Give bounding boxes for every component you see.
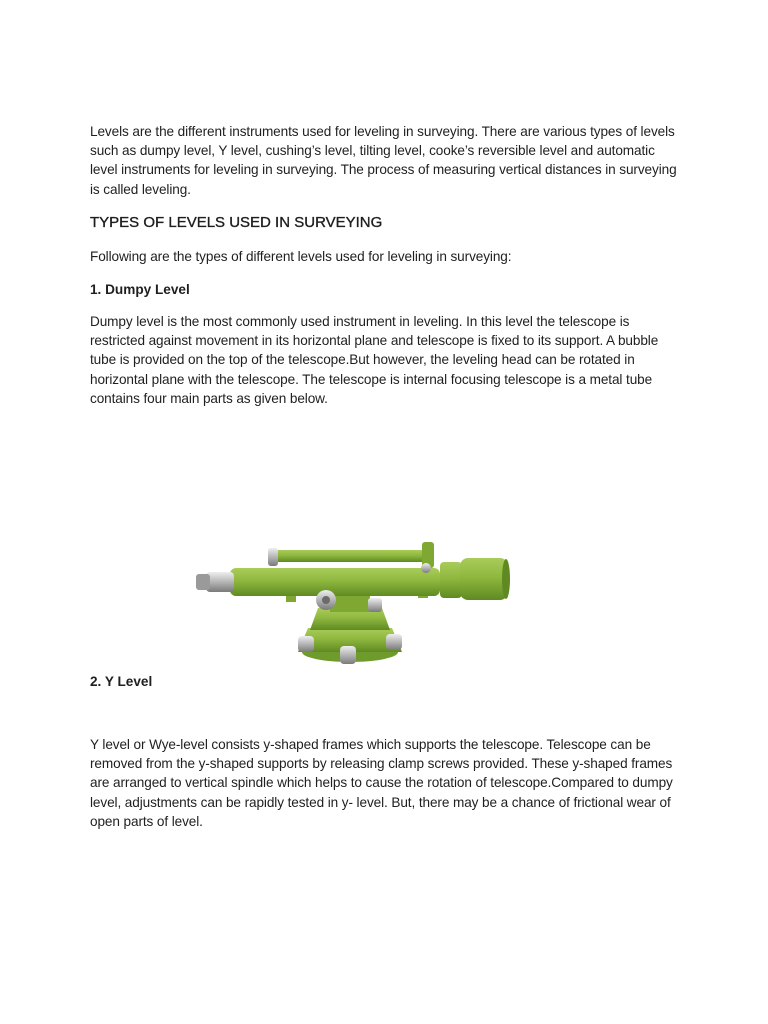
- dumpy-level-paragraph: Dumpy level is the most commonly used instrument in leveling. In this level the telescope is restricted against movement in its horizontal plane and telescope is fixed to its support. A bubble tube is provided on the top of the telescope.But however, the leveling head can be rotated in horizontal plane with the telescope. The telescope is internal focusing telescope is a metal tube contains four main parts as given below.: [90, 314, 659, 406]
- intro-paragraph: Levels are the different instruments used for leveling in surveying. There are various types of levels such as dumpy level, Y level, cushing’s level, tilting level, cooke’s reversible level and automatic level instruments for leveling in surveying. The process of measuring vertical distances in surveying is called leveling.: [90, 124, 677, 197]
- dumpy-level-image: [190, 528, 510, 670]
- dumpy-level-heading: 1. Dumpy Level: [90, 282, 190, 298]
- y-level-paragraph: Y level or Wye-level consists y-shaped frames which supports the telescope. Telescope can be removed from the y-shaped supports by releasing clamp screws provided. These y-shaped frames are arranged to vertical spindle which helps to cause the rotation of telescope.Compared to dumpy level, adjustments can be rapidly tested in y- level. But, there may be a chance of frictional wear of open parts of level.: [90, 737, 673, 829]
- document-body: [90, 122, 680, 408]
- following-paragraph: Following are the types of different levels used for leveling in surveying:: [90, 248, 512, 264]
- section-heading: TYPES OF LEVELS USED IN SURVEYING: [90, 213, 383, 231]
- dumpy-level-illustration: [190, 528, 510, 670]
- y-level-heading: 2. Y Level: [90, 674, 153, 689]
